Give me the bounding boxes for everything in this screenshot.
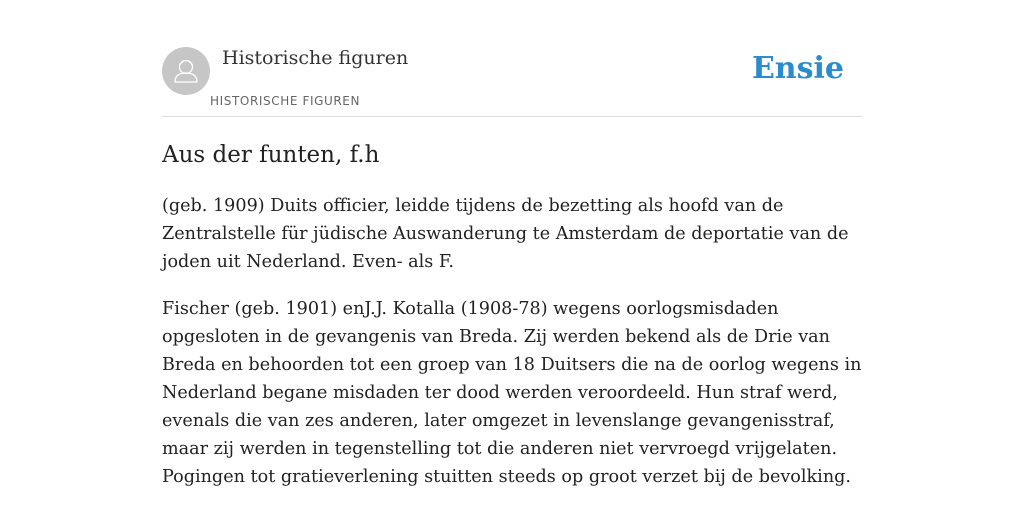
page-container	[162, 0, 862, 487]
category-label[interactable]: HISTORISCHE FIGUREN	[210, 94, 361, 108]
article-title: Aus der funten, f.h	[162, 142, 380, 168]
user-icon-graphic	[162, 47, 210, 95]
article-paragraph: (geb. 1909) Duits officier, leidde tijdens de bezetting als hoofd van de Zentralstelle für jüdische Auswanderung te Amsterdam de deportatie van de joden uit Nederland. Even- als F.	[162, 196, 849, 272]
article-paragraph: Fischer (geb. 1901) enJ.J. Kotalla (1908-78) wegens oorlogsmisdaden opgesloten in de gevangenis van Breda. Zij werden bekend als de Drie van Breda en behoorden tot een groep van 18 Duitsers die na de oorlog wegens in Nederland begane misdaden ter dood werden veroordeeld. Hun straf werd, evenals die van zes anderen, later omgezet in levenslange gevangenisstraf, maar zij werden in tegenstelling tot die anderen niet vervroegd vrijgelaten. Pogingen tot gratieverlening stuitten steeds op groot verzet bij de bevolking.	[162, 299, 862, 487]
author-name[interactable]: Historische figuren	[222, 47, 409, 69]
user-icon[interactable]	[162, 47, 210, 95]
header	[162, 0, 862, 117]
brand-logo[interactable]: Ensie	[751, 51, 844, 86]
